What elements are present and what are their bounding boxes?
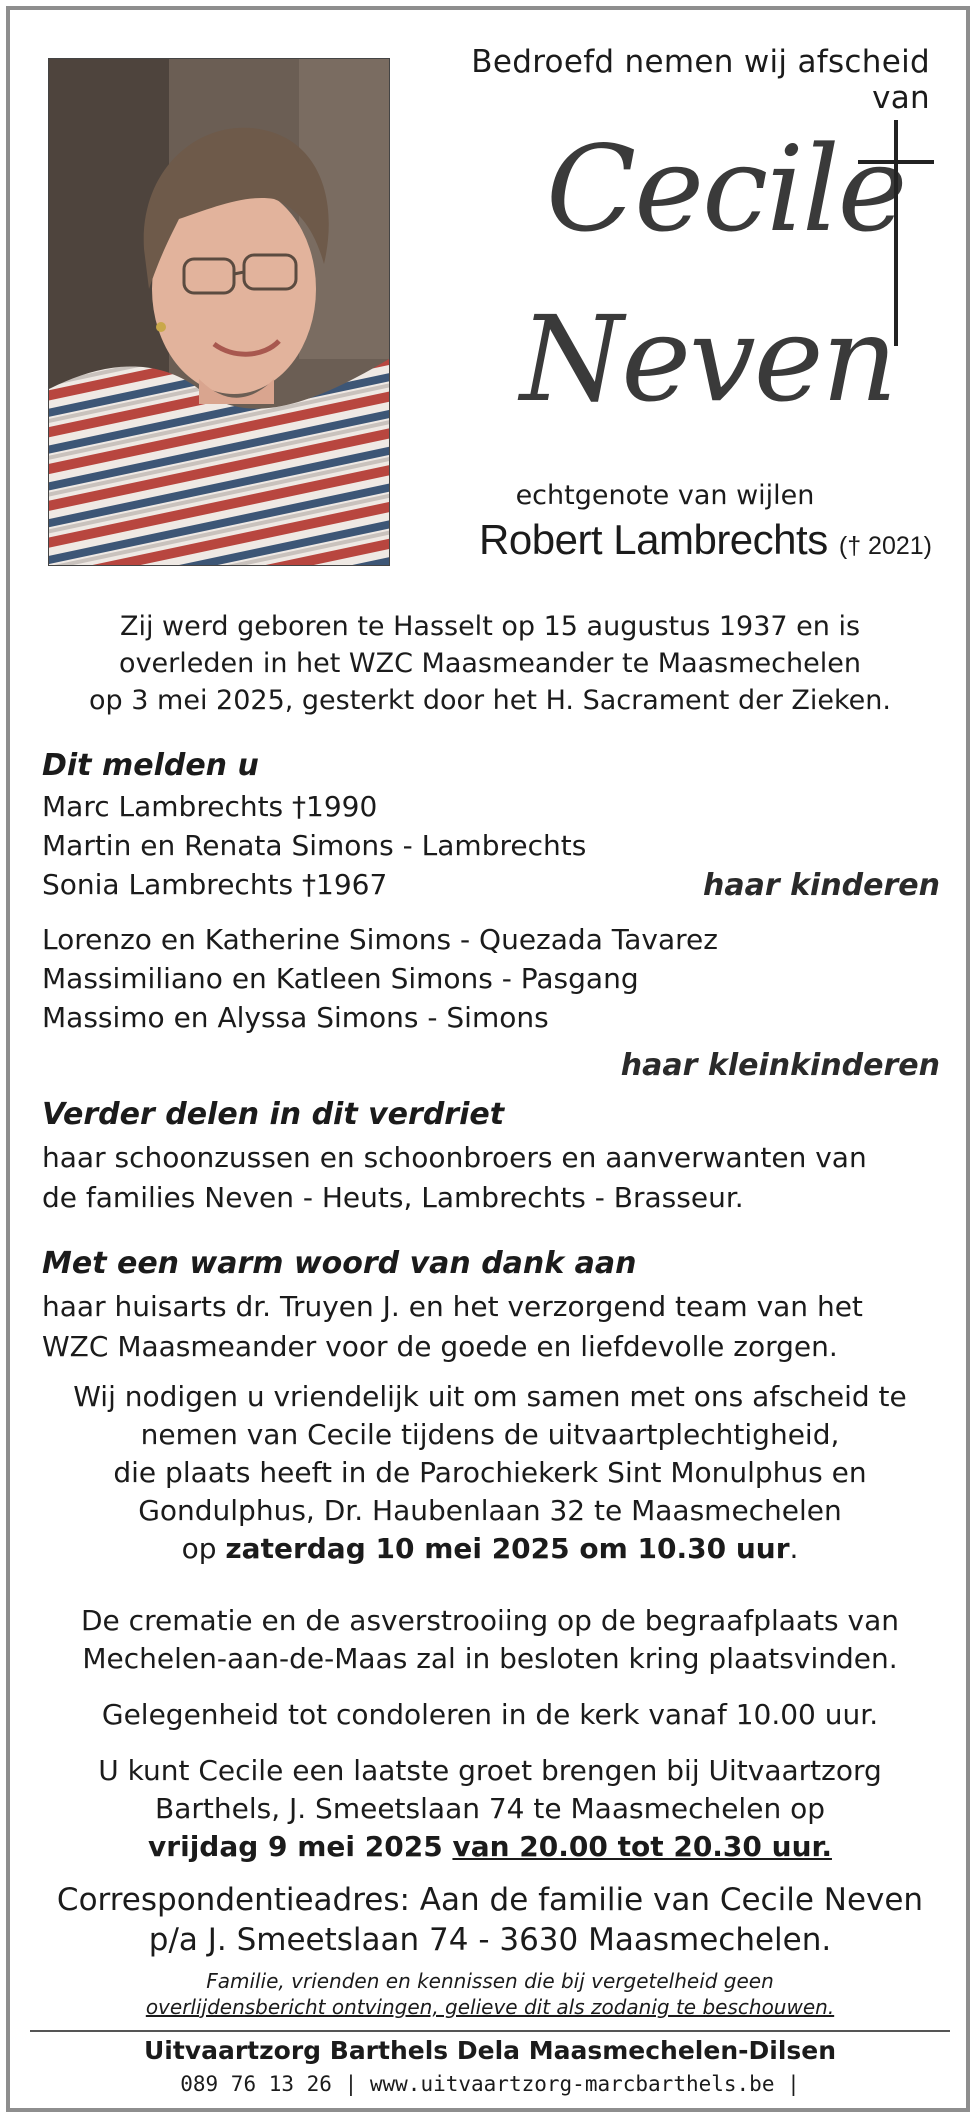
condolence-text: Gelegenheid tot condoleren in de kerk vanaf 10.00 uur. [101, 1698, 879, 1731]
visit-time-value: van 20.00 tot 20.30 uur. [452, 1830, 832, 1863]
spouse-line [412, 516, 932, 564]
bio-line: Zij werd geboren te Hasselt op 15 augustus 1937 en is [119, 611, 861, 642]
list-item: Marc Lambrechts †1990 [42, 790, 378, 823]
thanks-text [42, 1287, 952, 1367]
cremation-line: De crematie en de asverstrooiing op de begraafplaats van [80, 1604, 900, 1637]
children-role: haar kinderen [703, 868, 940, 903]
biography [30, 608, 950, 719]
funeral-home-contact: 089 76 13 26 | www.uitvaartzorg-marcbarthels.be | [180, 2072, 800, 2096]
visit-line: Barthels, J. Smeetslaan 74 te Maasmechelen op [155, 1792, 825, 1825]
announce-title: Dit melden u [42, 748, 259, 783]
deceased-first-name: Cecile [546, 120, 906, 258]
list-item: Massimiliano en Katleen Simons - Pasgang [42, 962, 639, 995]
list-item: Martin en Renata Simons - Lambrechts [42, 829, 587, 862]
ceremony-line: Wij nodigen u vriendelijk uit om samen met ons afscheid te [73, 1380, 907, 1413]
portrait-photo [48, 58, 390, 566]
cremation-line: Mechelen-aan-de-Maas zal in besloten kring plaatsvinden. [82, 1642, 898, 1675]
ceremony-text [30, 1378, 950, 1568]
correspondence [30, 1880, 950, 1960]
thanks-line: haar huisarts dr. Truyen J. en het verzorgend team van het [42, 1290, 863, 1323]
list-item: Lorenzo en Katherine Simons - Quezada Tavarez [42, 923, 718, 956]
thanks-title: Met een warm woord van dank aan [42, 1246, 637, 1281]
visit-date-value: vrijdag 9 mei 2025 [148, 1830, 443, 1863]
grandchildren-list [42, 920, 942, 1037]
visit-text [30, 1752, 950, 1866]
ceremony-date-value: zaterdag 10 mei 2025 om 10.30 uur [225, 1532, 790, 1565]
disclaimer-line: overlijdensbericht ontvingen, gelieve dit als zodanig te beschouwen. [145, 1995, 835, 2019]
list-item: Massimo en Alyssa Simons - Simons [42, 1001, 549, 1034]
shared-line: de families Neven - Heuts, Lambrechts - Brasseur. [42, 1181, 744, 1214]
ceremony-date-prefix: op [181, 1532, 217, 1565]
ceremony-date [30, 1530, 950, 1568]
shared-text [42, 1138, 952, 1218]
ceremony-date-suffix: . [789, 1532, 799, 1565]
disclaimer [30, 1968, 950, 2020]
shared-line: haar schoonzussen en schoonbroers en aanverwanten van [42, 1141, 867, 1174]
spouse-name: Robert Lambrechts [479, 516, 828, 563]
footer-divider [30, 2030, 950, 2032]
shared-title: Verder delen in dit verdriet [42, 1097, 505, 1132]
cremation-text [30, 1602, 950, 1678]
spouse-intro: echtgenote van wijlen [515, 480, 815, 511]
disclaimer-line: Familie, vrienden en kennissen die bij vergetelheid geen [206, 1969, 774, 1993]
list-item: Sonia Lambrechts †1967 [42, 868, 388, 901]
thanks-line: WZC Maasmeander voor de goede en liefdevolle zorgen. [42, 1330, 838, 1363]
intro-text: Bedroefd nemen wij afscheid van [471, 44, 930, 116]
ceremony-line: Gondulphus, Dr. Haubenlaan 32 te Maasmechelen [138, 1494, 842, 1527]
correspondence-line: p/a J. Smeetslaan 74 - 3630 Maasmechelen. [148, 1922, 832, 1958]
ceremony-line: nemen van Cecile tijdens de uitvaartplechtigheid, [140, 1418, 840, 1451]
correspondence-line: Correspondentieadres: Aan de familie van Cecile Neven [56, 1882, 924, 1918]
visit-line: U kunt Cecile een laatste groet brengen bij Uitvaartzorg [98, 1754, 882, 1787]
grandchildren-role: haar kleinkinderen [620, 1048, 940, 1083]
deceased-last-name: Neven [520, 290, 896, 428]
cross-icon [856, 118, 936, 348]
funeral-home-name: Uitvaartzorg Barthels Dela Maasmechelen-Dilsen [143, 2036, 837, 2065]
portrait-illustration [49, 59, 389, 565]
bio-line: op 3 mei 2025, gesterkt door het H. Sacrament der Zieken. [89, 685, 891, 716]
visit-date [30, 1828, 950, 1866]
ceremony-line: die plaats heeft in de Parochiekerk Sint Monulphus en [113, 1456, 867, 1489]
bio-line: overleden in het WZC Maasmeander te Maasmechelen [119, 648, 861, 679]
spouse-death-year: († 2021) [838, 532, 932, 560]
